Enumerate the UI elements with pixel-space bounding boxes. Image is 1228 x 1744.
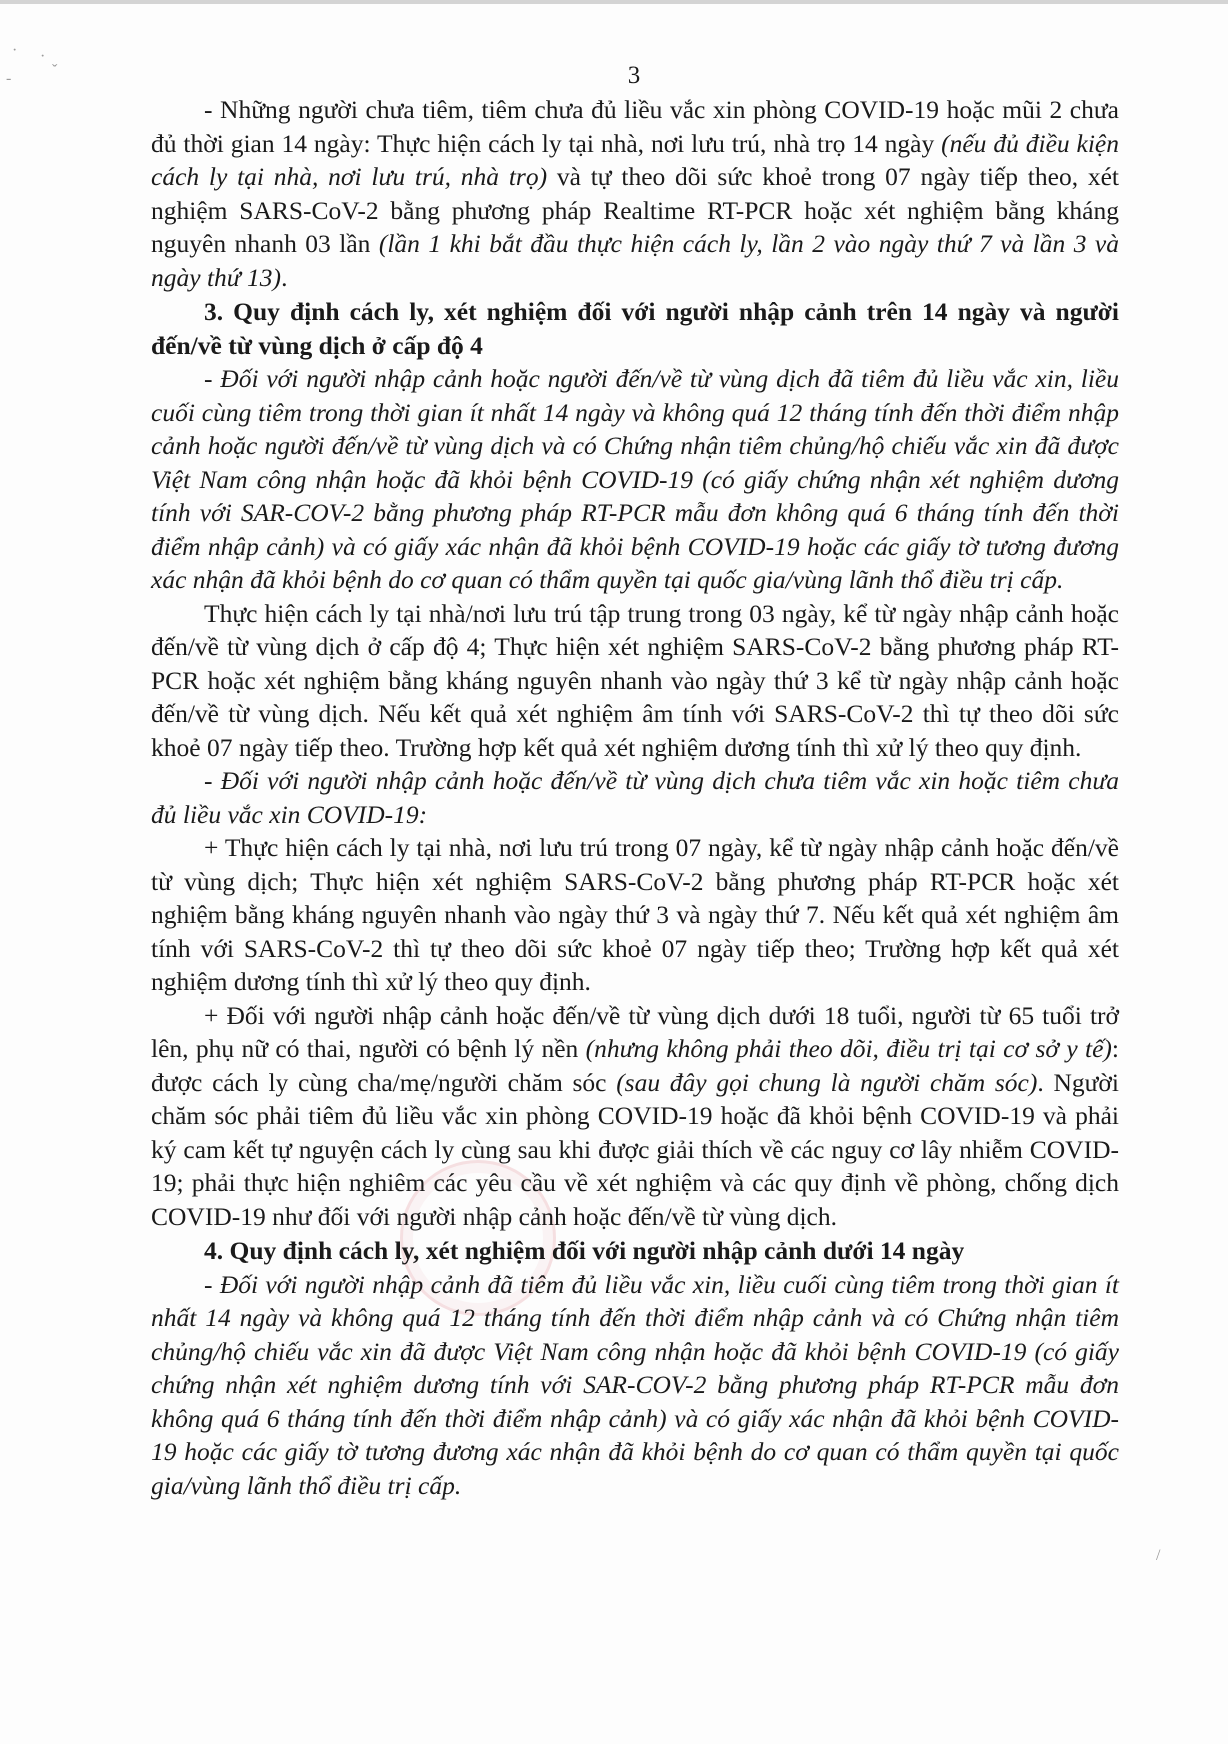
italic-note: (lần 1 khi bắt đầu thực hiện cách ly, lần 2 vào ngày thứ 7 và lần 3 và ngày thứ 13) [151, 229, 1119, 292]
page-number: 3 [627, 62, 641, 89]
scan-top-edge [0, 0, 1228, 4]
paragraph-7-day-isolation: + Thực hiện cách ly tại nhà, nơi lưu trú trong 07 ngày, kể từ ngày nhập cảnh hoặc đến/về từ vùng dịch; Thực hiện xét nghiệm SARS-CoV-2 bằng phương pháp RT-PCR hoặc xét nghiệm bằng kháng nguyên nhanh vào ngày thứ 3 và ngày thứ 7. Nếu kết quả xét nghiệm âm tính với SARS-CoV-2 thì tự theo dõi sức khoẻ 07 ngày tiếp theo; Trường hợp kết quả xét nghiệm dương tính thì xử lý theo quy định. [151, 833, 1119, 996]
scan-speck: - [6, 70, 12, 87]
scan-speck: / [1156, 1547, 1161, 1564]
paragraph-short-stay-vaccinated: - Đối với người nhập cảnh đã tiêm đủ liều vắc xin, liều cuối cùng tiêm trong thời gian ít nhất 14 ngày và không quá 12 tháng tính đến thời điểm nhập cảnh và có Chứng nhận tiêm chủng/hộ chiếu vắc xin đã được Việt Nam công nhận hoặc đã khỏi bệnh COVID-19 (có giấy chứng nhận xét nghiệm dương tính với SAR-COV-2 bằng phương pháp RT-PCR mẫu đơn không quá 6 tháng tính đến thời điểm nhập cảnh) và có giấy xác nhận đã khỏi bệnh COVID-19 hoặc các giấy tờ tương đương xác nhận đã khỏi bệnh do cơ quan có thẩm quyền tại quốc gia/vùng lãnh thổ điều trị cấp. [151, 1269, 1119, 1500]
paragraph-caregiver-rules [151, 999, 1119, 1234]
italic-note: (nếu đủ điều kiện cách ly tại nhà, nơi lưu trú, nhà trọ) [151, 128, 1119, 191]
italic-note: (sau đây gọi chung là người chăm sóc) [616, 1067, 1038, 1097]
scan-speck: ˇ [52, 62, 58, 79]
section-heading-3: 3. Quy định cách ly, xét nghiệm đối với người nhập cảnh trên 14 ngày và người đến/về từ vùng dịch ở cấp độ 4 [151, 297, 1119, 360]
scan-speck: · [12, 42, 18, 59]
text-run: + Đối với người nhập cảnh hoặc đến/về từ vùng dịch dưới 18 tuổi, người từ 65 tuổi trở lên, phụ nữ có thai, người có bệnh lý nền [151, 1000, 1119, 1063]
section-heading-4: 4. Quy định cách ly, xét nghiệm đối với người nhập cảnh dưới 14 ngày [204, 1236, 965, 1265]
text-run: và tự theo dõi sức khoẻ trong 07 ngày tiếp theo, xét nghiệm SARS-CoV-2 bằng phương pháp Realtime RT-PCR hoặc xét nghiệm bằng kháng nguyên nhanh 03 lần [151, 162, 1120, 258]
text-run: . Người chăm sóc phải tiêm đủ liều vắc xin phòng COVID-19 hoặc đã khỏi bệnh COVID-19 và phải ký cam kết tự nguyện cách ly cùng sau khi được giải thích về các nguy cơ lây nhiễm COVID-19; phải thực hiện nghiêm các yêu cầu về xét nghiệm và các quy định về phòng, chống dịch COVID-19 như đối với người nhập cảnh hoặc đến/về từ vùng dịch. [151, 1067, 1120, 1231]
document-body [151, 93, 1119, 1502]
paragraph-unvaccinated-entrants: - Đối với người nhập cảnh hoặc đến/về từ vùng dịch chưa tiêm vắc xin hoặc tiêm chưa đủ liều vắc xin COVID-19: [151, 766, 1119, 829]
paragraph-3-day-isolation: Thực hiện cách ly tại nhà/nơi lưu trú tập trung trong 03 ngày, kể từ ngày nhập cảnh hoặc đến/về từ vùng dịch ở cấp độ 4; Thực hiện xét nghiệm SARS-CoV-2 bằng phương pháp RT-PCR hoặc xét nghiệm bằng kháng nguyên nhanh vào ngày thứ 3 kể từ ngày nhập cảnh hoặc đến/về từ vùng dịch. Nếu kết quả xét nghiệm âm tính với SARS-CoV-2 thì tự theo dõi sức khoẻ 07 ngày tiếp theo. Trường hợp kết quả xét nghiệm dương tính thì xử lý theo quy định. [151, 598, 1119, 762]
scan-speck: · [40, 48, 46, 65]
paragraph-unvaccinated-isolation [151, 93, 1119, 294]
text-run: - Những người chưa tiêm, tiêm chưa đủ liều vắc xin phòng COVID-19 hoặc mũi 2 chưa đủ thời gian 14 ngày: Thực hiện cách ly tại nhà, nơi lưu trú, nhà trọ 14 ngày [151, 95, 1119, 158]
italic-note: (nhưng không phải theo dõi, điều trị tại cơ sở y tế) [585, 1034, 1112, 1063]
paragraph-vaccinated-entrants: - Đối với người nhập cảnh hoặc người đến/về từ vùng dịch đã tiêm đủ liều vắc xin, liều cuối cùng tiêm trong thời gian ít nhất 14 ngày và không quá 12 tháng tính đến thời điểm nhập cảnh hoặc người đến/về từ vùng dịch và có Chứng nhận tiêm chủng/hộ chiếu vắc xin đã được Việt Nam công nhận hoặc đã khỏi bệnh COVID-19 (có giấy chứng nhận xét nghiệm dương tính với SAR-COV-2 bằng phương pháp RT-PCR mẫu đơn không quá 6 tháng tính đến thời điểm nhập cảnh) và có giấy xác nhận đã khỏi bệnh COVID-19 hoặc các giấy tờ tương đương xác nhận đã khỏi bệnh do cơ quan có thẩm quyền tại quốc gia/vùng lãnh thổ điều trị cấp. [151, 364, 1119, 594]
text-run: . [281, 262, 288, 292]
text-run: : được cách ly cùng cha/mẹ/người chăm sóc [151, 1034, 1119, 1097]
